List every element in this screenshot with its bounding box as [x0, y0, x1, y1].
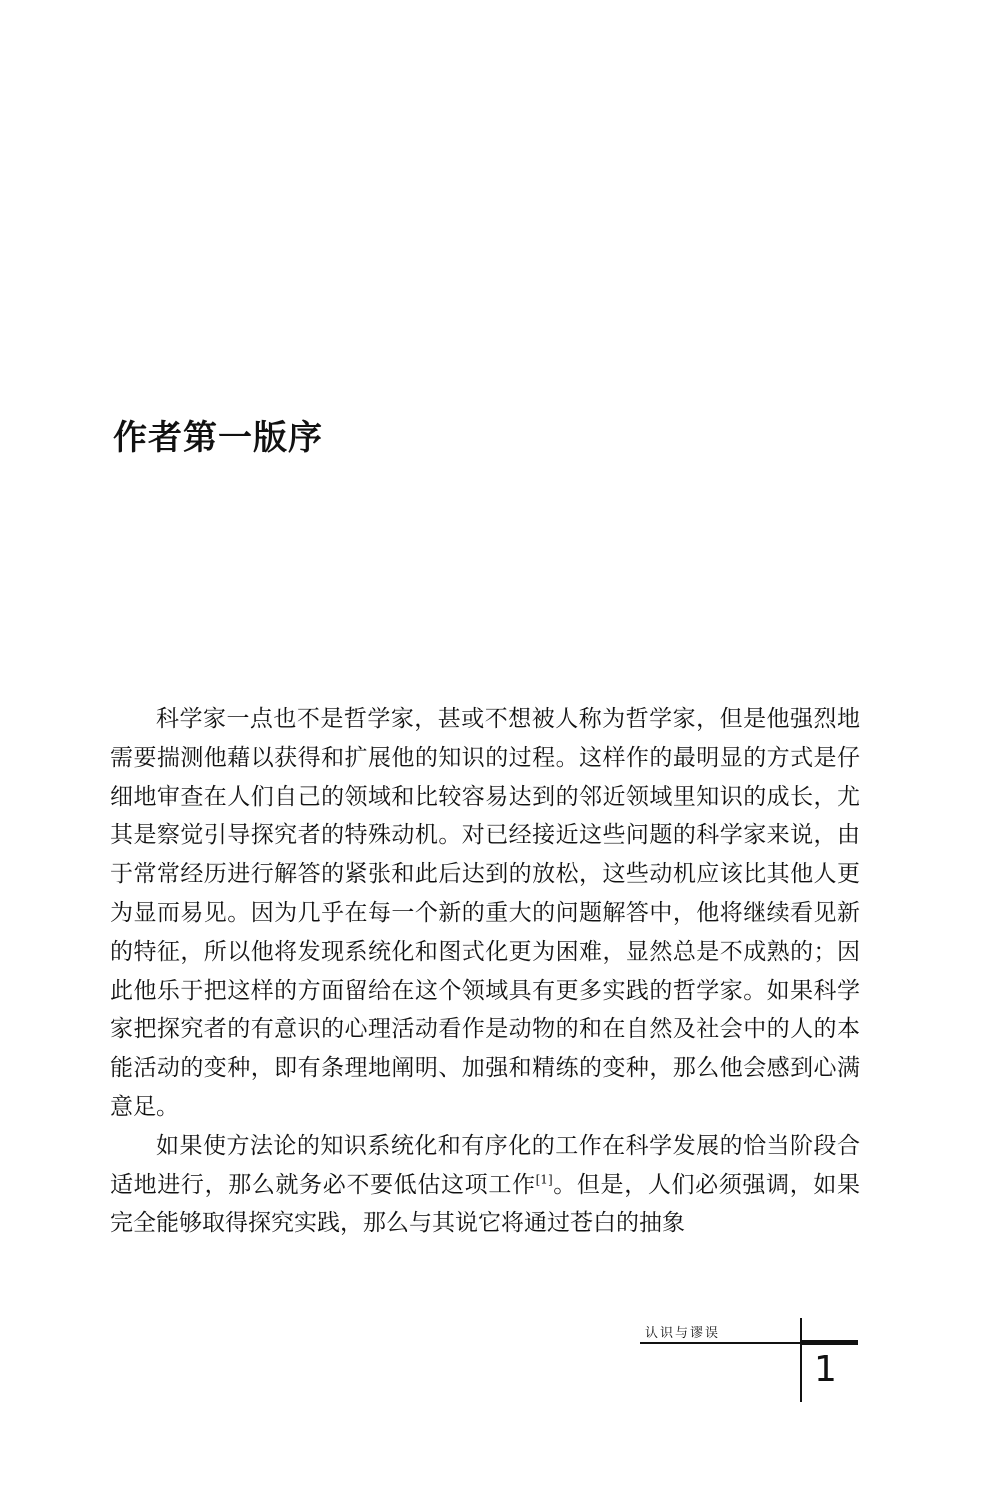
page-number: 1	[814, 1349, 837, 1390]
paragraph-1: 科学家一点也不是哲学家，甚或不想被人称为哲学家，但是他强烈地需要揣测他藉以获得和扩展他的知识的过程。这样作的最明显的方式是仔细地审查在人们自己的领域和比较容易达到的邻近领域里知识的成长，尤其是察觉引导探究者的特殊动机。对已经接近这些问题的科学家来说，由于常常经历进行解答的紧张和此后达到的放松，这些动机应该比其他人更为显而易见。因为几乎在每一个新的重大的问题解答中，他将继续看见新的特征，所以他将发现系统化和图式化更为困难，显然总是不成熟的；因此他乐于把这样的方面留给在这个领域具有更多实践的哲学家。如果科学家把探究者的有意识的心理活动看作是动物的和在自然及社会中的人的本能活动的变种，即有条理地阐明、加强和精练的变种，那么他会感到心满意足。	[110, 706, 860, 1120]
footer-rule-accent	[800, 1340, 858, 1345]
body-text	[110, 700, 860, 1243]
footer-vertical-rule	[800, 1318, 802, 1402]
chapter-title: 作者第一版序	[113, 418, 323, 458]
footnote-reference: [1]	[535, 1171, 553, 1186]
paragraph-2-part-2: 。但是，人们必须强调，如果完全能够取得探究实践，那么与其说它将通过苍白的抽象	[110, 1171, 861, 1237]
running-footer-title: 认识与谬误	[645, 1326, 721, 1341]
paragraph-2-part-1: 如果使方法论的知识系统化和有序化的工作在科学发展的恰当阶段合适地进行，那么就务必不要低估这项工作	[110, 1132, 860, 1198]
paragraph-2	[110, 1127, 860, 1243]
